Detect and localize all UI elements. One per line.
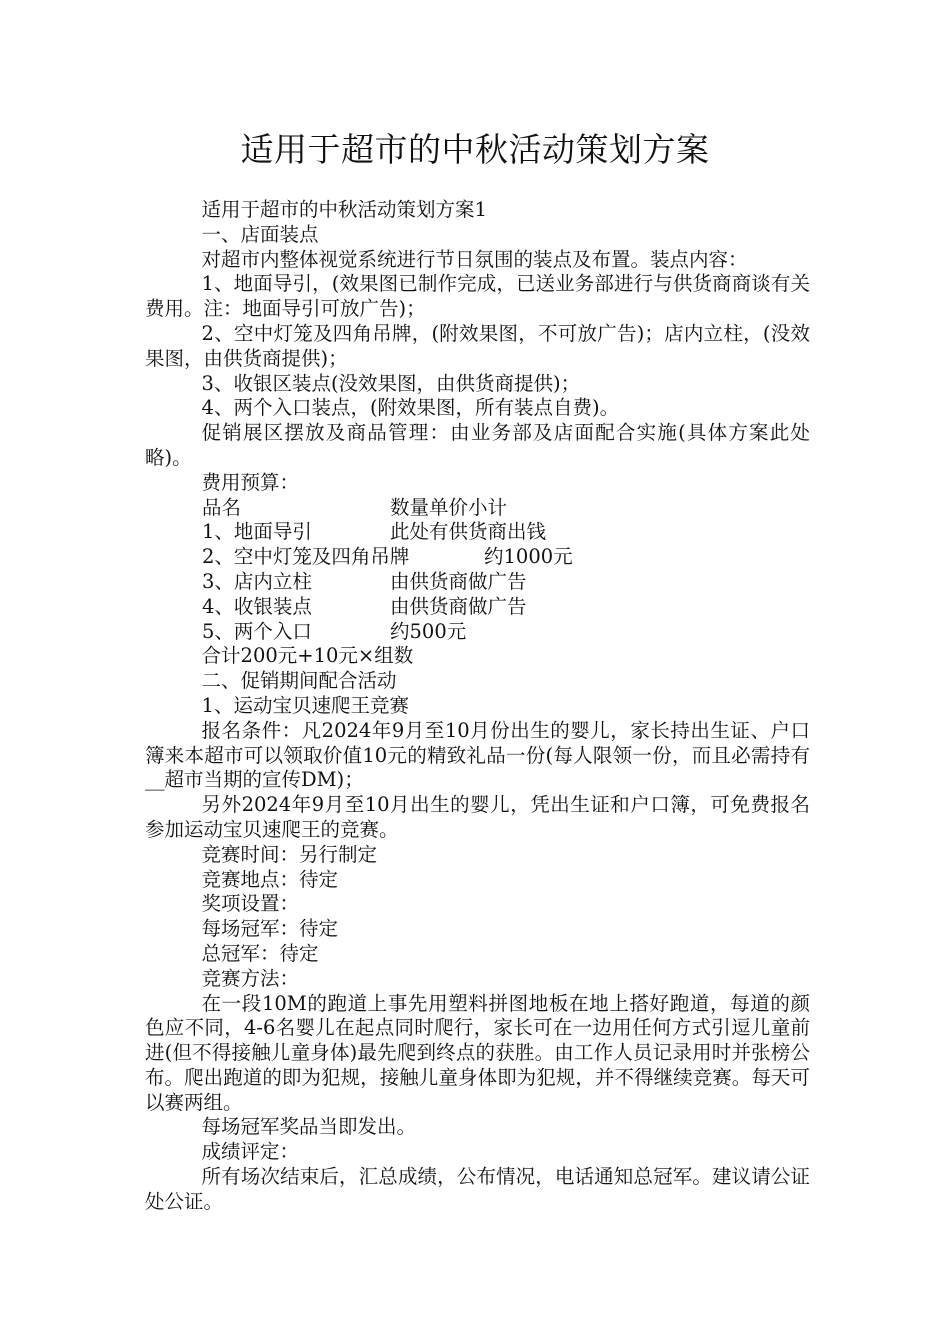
paragraph: 竞赛地点：待定 — [201, 867, 339, 891]
paragraph: 奖项设置： — [201, 892, 300, 916]
budget-amount: 约1000元 — [484, 545, 573, 569]
paragraph: 对超市内整体视觉系统进行节日氛围的装点及布置。装点内容： — [201, 247, 748, 271]
paragraph: 在一段10M的跑道上事先用塑料拼图地板在地上搭好跑道，每道的颜色应不同，4-6名婴儿在起点同时爬行，家长可在一边用任何方式引逗儿童前进(但不得接触儿童身体)最先爬到终点的获胜。由工作人员记录用时并张榜公布。爬出跑道的即为犯规，接触儿童身体即为犯规，并不得继续竞赛。每天可以赛两组。 — [145, 991, 810, 1114]
budget-amount: 由供货商做广告 — [390, 594, 527, 618]
budget-amount: 此处有供货商出钱 — [390, 520, 547, 544]
budget-item: 3、店内立柱 — [202, 569, 312, 593]
paragraph: 费用预算： — [201, 470, 300, 494]
paragraph: 报名条件：凡2024年9月至10月份出生的婴儿，家长持出生证、户口簿来本超市可以领取价值10元的精致礼品一份(每人限领一份，而且必需持有__超市当期的宣传DM)； — [145, 718, 810, 792]
paragraph: 所有场次结束后，汇总成绩，公布情况，电话通知总冠军。建议请公证处公证。 — [145, 1165, 810, 1213]
budget-item: 4、收银装点 — [202, 594, 312, 618]
budget-header-item: 品名 — [202, 495, 242, 519]
paragraph: 促销展区摆放及商品管理：由业务部及店面配合实施(具体方案此处略)。 — [145, 421, 810, 469]
paragraph: 合计200元+10元×组数 — [201, 644, 414, 668]
document-title: 适用于超市的中秋活动策划方案 — [240, 130, 710, 169]
budget-table-header — [145, 496, 810, 521]
paragraph: 1、地面导引，(效果图已制作完成，已送业务部进行与供货商商谈有关费用。注：地面导引可放广告)； — [145, 272, 810, 321]
budget-table-row — [145, 595, 810, 620]
document-body — [145, 198, 810, 1215]
budget-table-row — [145, 620, 810, 645]
budget-table-row — [145, 570, 810, 595]
paragraph: 2、空中灯笼及四角吊牌，(附效果图，不可放广告)；店内立柱，(没效果图，由供货商提供)； — [145, 321, 810, 370]
paragraph: 4、两个入口装点，(附效果图，所有装点自费)。 — [201, 396, 620, 420]
paragraph: 总冠军：待定 — [201, 941, 319, 965]
budget-header-amount: 数量单价小计 — [390, 495, 508, 519]
budget-amount: 约500元 — [390, 619, 467, 643]
section-heading: 一、店面装点 — [201, 222, 319, 246]
paragraph: 3、收银区装点(没效果图，由供货商提供)； — [201, 371, 581, 395]
budget-item: 2、空中灯笼及四角吊牌 — [202, 545, 410, 569]
paragraph: 1、运动宝贝速爬王竞赛 — [201, 693, 409, 717]
budget-item: 1、地面导引 — [202, 520, 312, 544]
paragraph: 每场冠军奖品当即发出。 — [201, 1115, 417, 1139]
paragraph: 竞赛方法： — [201, 966, 300, 990]
section-heading: 二、促销期间配合活动 — [201, 669, 397, 693]
budget-amount: 由供货商做广告 — [390, 569, 527, 593]
paragraph: 另外2024年9月至10月出生的婴儿，凭出生证和户口簿，可免费报名参加运动宝贝速爬王的竞赛。 — [145, 793, 810, 841]
paragraph: 竞赛时间：另行制定 — [201, 842, 378, 866]
budget-table-row — [145, 545, 810, 570]
paragraph: 每场冠军：待定 — [201, 917, 339, 941]
budget-table-row — [145, 520, 810, 545]
paragraph: 适用于超市的中秋活动策划方案1 — [201, 198, 487, 221]
budget-item: 5、两个入口 — [202, 619, 312, 643]
paragraph: 成绩评定： — [201, 1140, 300, 1164]
